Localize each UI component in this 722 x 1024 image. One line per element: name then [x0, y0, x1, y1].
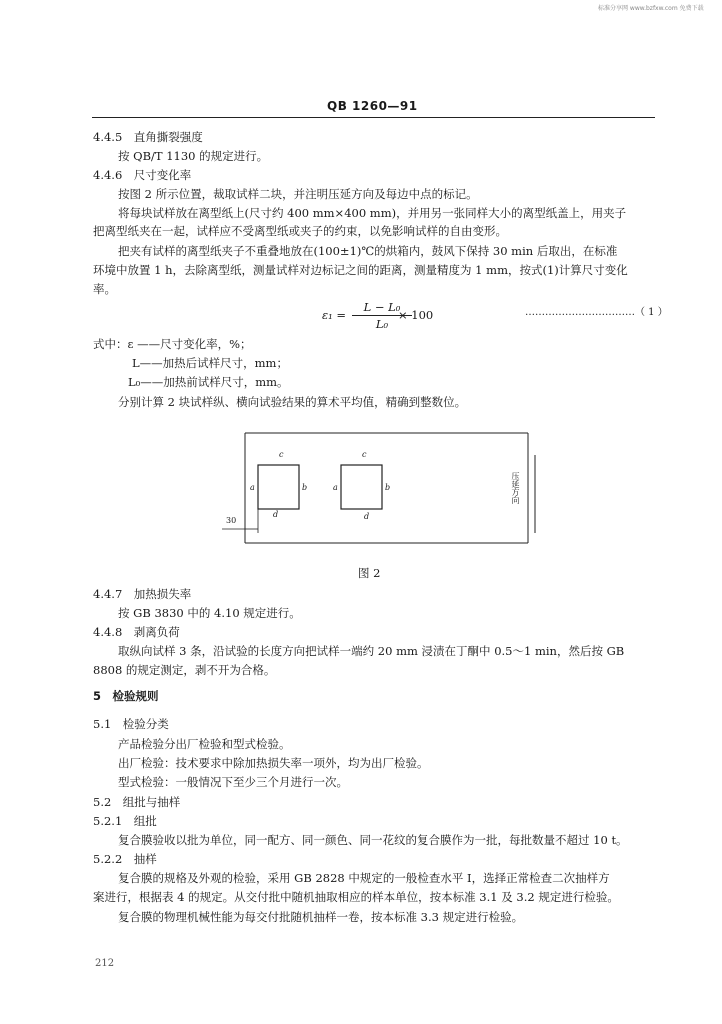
formula-number: ……………………………（ 1 ） [525, 307, 668, 318]
paragraph-line: 率。 [93, 282, 116, 296]
paragraph-line: L——加热后试样尺寸，mm； [132, 356, 288, 370]
paragraph-line: 复合膜的规格及外观的检验，采用 GB 2828 中规定的一般检查水平 I，选择正常检查二次抽样方 [118, 871, 610, 885]
paragraph-line: 8808 的规定测定，剥不开为合格。 [93, 663, 276, 677]
label-a-right: a [333, 483, 338, 492]
paragraph-line: 复合膜的物理机械性能为每交付批随机抽样一卷，按本标准 3.3 规定进行检验。 [118, 910, 524, 924]
paragraph-line: 按 GB 3830 中的 4.10 规定进行。 [118, 606, 301, 620]
header-rule [92, 117, 655, 118]
label-b-left: b [302, 483, 308, 492]
heading-5-2-1: 5.2.1 组批 [93, 814, 157, 828]
formula-times: × 100 [398, 308, 434, 322]
paragraph-line: 将每块试样放在离型纸上(尺寸约 400 mm×400 mm)，并用另一张同样大小的离型纸盖上，用夹子 [118, 206, 627, 220]
label-a-left: a [250, 483, 255, 492]
paragraph-line: 案进行，根据表 4 的规定。从交付批中随机抽取相应的样本单位，按本标准 3.1 及 3.2 规定进行检验。 [93, 890, 619, 904]
heading-5-2: 5.2 组批与抽样 [93, 795, 181, 809]
paragraph-line: 出厂检验：技术要求中除加热损失率一项外，均为出厂检验。 [118, 756, 429, 770]
paragraph-line: 式中：ε ——尺寸变化率，%； [93, 337, 252, 351]
label-b-right: b [385, 483, 391, 492]
formula-lhs: ε₁ = [322, 308, 347, 322]
heading-4-4-6: 4.4.6 尺寸变化率 [93, 168, 192, 182]
figure-caption: 图 2 [358, 566, 381, 580]
paragraph-line: 分别计算 2 块试样纵、横向试验结果的算术平均值，精确到整数位。 [118, 395, 467, 409]
heading-5-1: 5.1 检验分类 [93, 717, 169, 731]
watermark: 标准分享网 www.bzfxw.com 免费下载 [598, 5, 704, 12]
heading-4-4-7: 4.4.7 加热损失率 [93, 587, 192, 601]
label-c-right: c [362, 450, 367, 459]
rolling-direction-label: 压延方向 [511, 472, 520, 504]
document-header: QB 1260—91 [327, 99, 418, 113]
heading-5-2-2: 5.2.2 抽样 [93, 852, 157, 866]
figure-2-diagram [210, 425, 550, 555]
label-d-right: d [364, 512, 370, 521]
paragraph-line: 型式检验：一般情况下至少三个月进行一次。 [118, 775, 348, 789]
paragraph-line: 产品检验分出厂检验和型式检验。 [118, 737, 291, 751]
paragraph-line: 环境中放置 1 h，去除离型纸，测量试样对边标记之间的距离，测量精度为 1 mm，按式(1)计算尺寸变化 [93, 263, 628, 277]
paragraph-line: 按图 2 所示位置，裁取试样二块，并注明压延方向及每边中点的标记。 [118, 187, 478, 201]
paragraph-line: 复合膜验收以批为单位，同一配方、同一颜色、同一花纹的复合膜作为一批，每批数量不超过 10 t。 [118, 833, 628, 847]
paragraph-line: 把离型纸夹在一起，试样应不受离型纸或夹子的约束，以免影响试样的自由变形。 [93, 224, 507, 238]
paragraph-line: 按 QB/T 1130 的规定进行。 [118, 149, 269, 163]
formula-numerator: L − L₀ [363, 300, 401, 314]
label-c-left: c [279, 450, 284, 459]
paragraph-line: 把夹有试样的离型纸夹子不重叠地放在(100±1)℃的烘箱内，鼓风下保持 30 min 后取出，在标准 [118, 244, 618, 258]
label-d-left: d [273, 510, 279, 519]
dimension-30: 30 [226, 516, 237, 525]
heading-4-4-5: 4.4.5 直角撕裂强度 [93, 130, 203, 144]
paragraph-line: L₀——加热前试样尺寸，mm。 [128, 375, 289, 389]
heading-4-4-8: 4.4.8 剥离负荷 [93, 625, 180, 639]
paragraph-line: 取纵向试样 3 条，沿试验的长度方向把试样一端约 20 mm 浸渍在丁酮中 0.5～1 min，然后按 GB [118, 644, 625, 658]
heading-5: 5 检验规则 [93, 689, 159, 703]
page-number: 212 [95, 958, 115, 969]
formula-denominator: L₀ [375, 317, 389, 331]
